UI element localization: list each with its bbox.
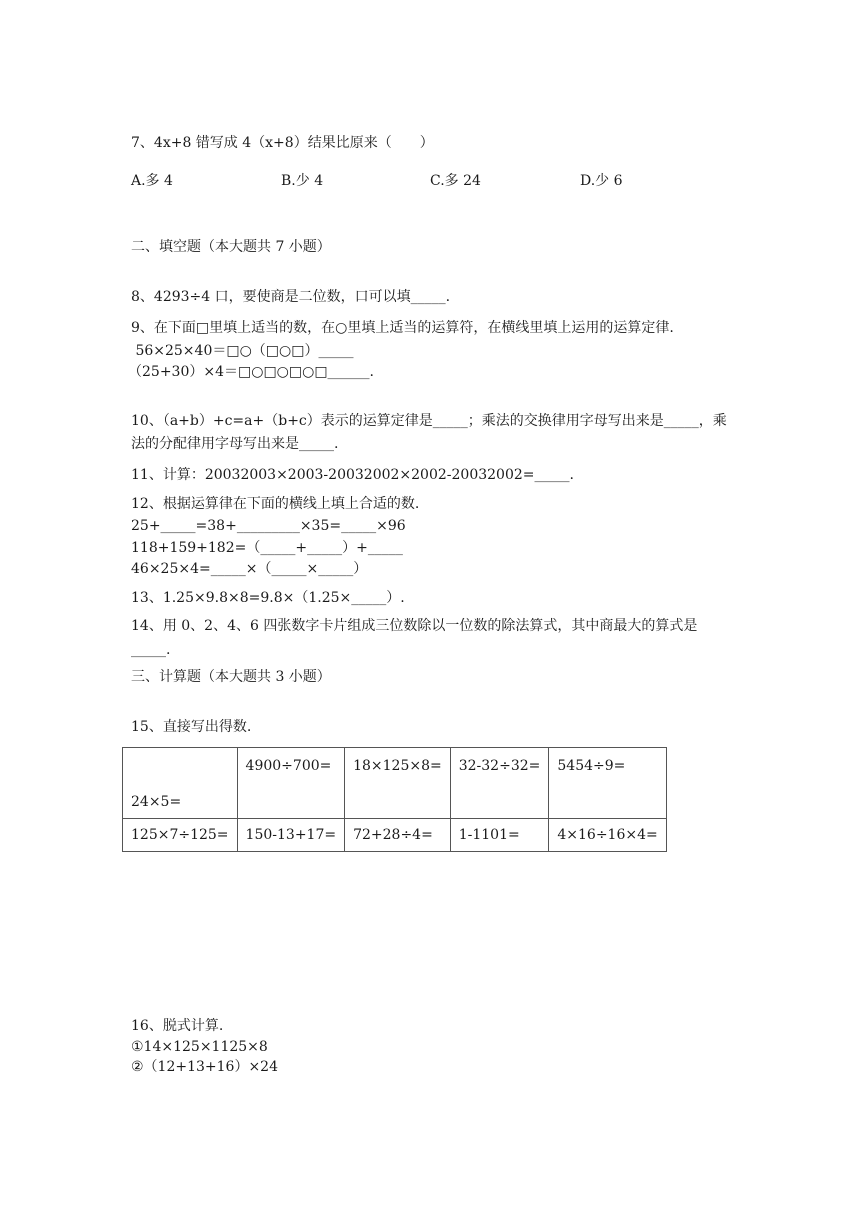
question-13: 13、1.25×9.8×8=9.8×（1.25×_____）. (131, 590, 405, 606)
section-2-heading: 二、填空题（本大题共 7 小题） (131, 239, 331, 255)
table-cell: 4×16÷16×4= (549, 819, 666, 852)
option-a: A.多 4 (131, 173, 173, 189)
question-12-line-2: 118+159+182=（_____+_____）+_____ (131, 540, 403, 556)
option-b: B.少 4 (281, 173, 324, 189)
question-16-stem: 16、脱式计算. (131, 1018, 224, 1034)
table-cell: 1-1101= (450, 819, 549, 852)
question-7-stem: 7、4x+8 错写成 4（x+8）结果比原来（ ） (131, 135, 434, 151)
question-12-line-3: 46×25×4=_____×（_____×_____） (131, 561, 368, 577)
question-9-line-1: 56×25×40＝□○（□○□）_____ (131, 343, 354, 359)
table-cell: 18×125×8= (345, 748, 451, 819)
question-9-stem: 9、在下面□里填上适当的数，在○里填上适当的运算符，在横线里填上运用的运算定律. (131, 320, 674, 336)
question-10-line-2: 法的分配律用字母写出来是_____. (131, 436, 339, 452)
question-14-line-2: _____. (131, 642, 171, 658)
table-cell: 5454÷9= (549, 748, 666, 819)
table-cell: 72+28÷4= (345, 819, 451, 852)
question-14-line-1: 14、用 0、2、4、6 四张数字卡片组成三位数除以一位数的除法算式，其中商最大的算式是 (131, 618, 698, 634)
table-cell: 32-32÷32= (450, 748, 549, 819)
question-10-line-1: 10、（a+b）+c=a+（b+c）表示的运算定律是_____；乘法的交换律用字母写出来是_____，乘 (131, 413, 727, 429)
table-cell: 125×7÷125= (123, 819, 238, 852)
question-12-stem: 12、根据运算律在下面的横线上填上合适的数. (131, 496, 420, 512)
table-cell: 4900÷700= (237, 748, 345, 819)
question-15-stem: 15、直接写出得数. (131, 719, 252, 735)
question-12-line-1: 25+_____=38+_________×35=_____×96 (131, 518, 406, 534)
question-11: 11、计算：20032003×2003-20032002×2002-20032002=_____. (131, 467, 574, 483)
table-row (123, 748, 667, 819)
option-c: C.多 24 (430, 173, 481, 189)
table-cell: 24×5= (123, 748, 238, 819)
option-d: D.少 6 (580, 173, 623, 189)
mental-math-table (122, 747, 667, 852)
question-16-item-1: ①14×125×1125×8 (131, 1039, 268, 1055)
table-row (123, 819, 667, 852)
question-16-item-2: ②（12+13+16）×24 (131, 1059, 278, 1075)
section-3-heading: 三、计算题（本大题共 3 小题） (131, 669, 331, 685)
question-8: 8、4293÷4 口，要使商是二位数，口可以填_____. (131, 289, 451, 305)
question-9-line-2: （25+30）×4＝□○□○□○□______. (128, 364, 375, 380)
table-cell: 150-13+17= (237, 819, 345, 852)
